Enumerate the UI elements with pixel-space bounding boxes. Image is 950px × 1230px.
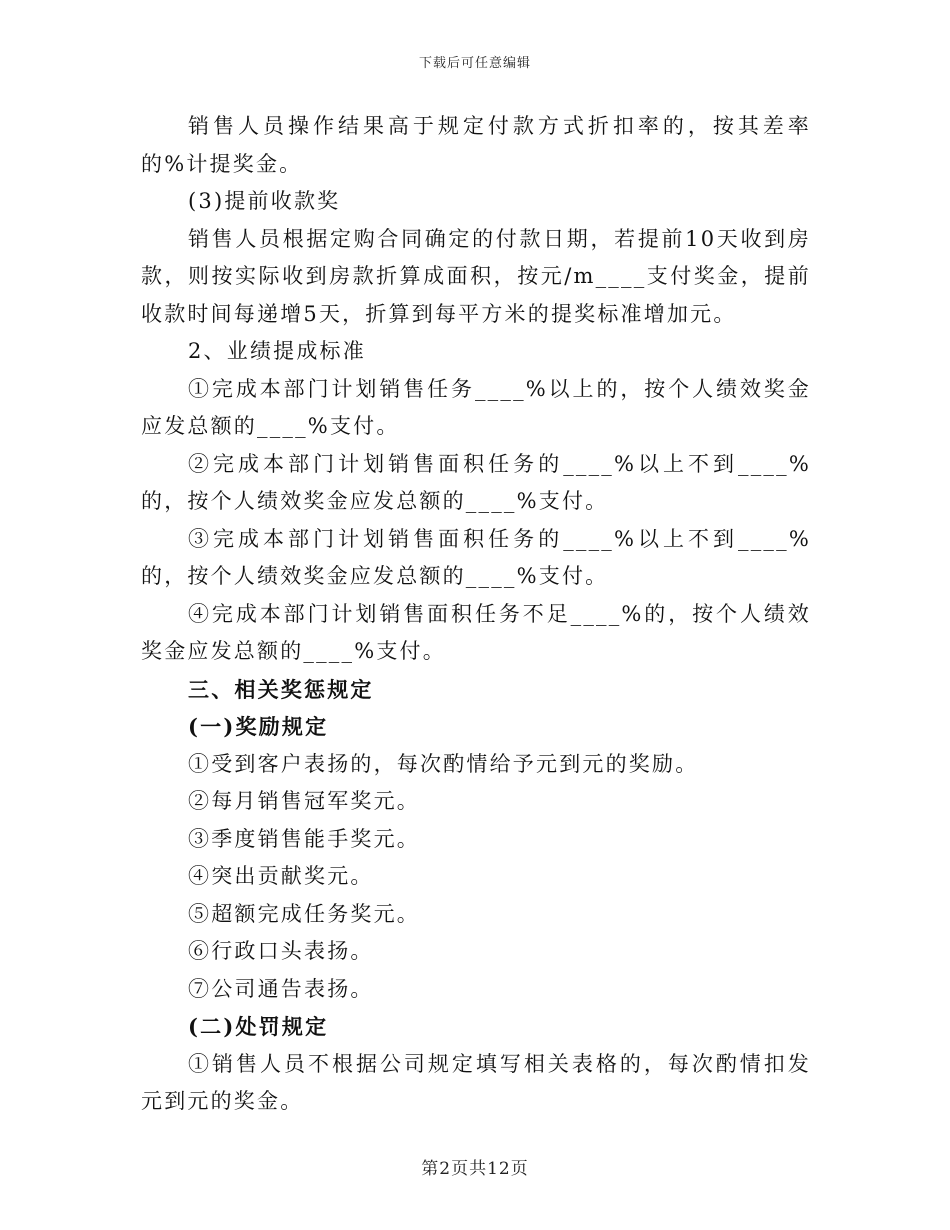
paragraph-discount-bonus: 销售人员操作结果高于规定付款方式折扣率的，按其差率的%计提奖金。 xyxy=(141,114,811,176)
list-item-reward-6: ⑥行政口头表扬。 xyxy=(188,939,374,963)
list-item-reward-2: ②每月销售冠军奖元。 xyxy=(188,789,420,813)
list-item-commission-3: ③完成本部门计划销售面积任务的____%以上不到____%的，按个人绩效奖金应发总额的____%支付。 xyxy=(141,526,811,588)
subheading-rewards: (一)奖励规定 xyxy=(188,714,329,739)
subheading-penalties: (二)处罚规定 xyxy=(188,1014,329,1039)
list-item-commission-4: ④完成本部门计划销售面积任务不足____%的，按个人绩效奖金应发总额的____%支付。 xyxy=(141,601,811,663)
subheading-early-payment-bonus: (3)提前收款奖 xyxy=(188,189,341,213)
list-item-commission-1: ①完成本部门计划销售任务____%以上的，按个人绩效奖金应发总额的____%支付。 xyxy=(141,376,811,438)
subheading-performance-commission: 2、业绩提成标准 xyxy=(188,339,366,363)
list-item-reward-5: ⑤超额完成任务奖元。 xyxy=(188,901,420,926)
list-item-reward-3: ③季度销售能手奖元。 xyxy=(188,826,420,851)
section-heading-rewards-penalties: 三、相关奖惩规定 xyxy=(188,676,374,702)
page-number: 第2页共12页 xyxy=(421,1159,529,1179)
list-item-commission-2: ②完成本部门计划销售面积任务的____%以上不到____%的，按个人绩效奖金应发总额的____%支付。 xyxy=(141,451,811,513)
document-body xyxy=(141,108,811,1121)
page-header: 下载后可任意编辑 xyxy=(418,56,531,71)
list-item-reward-1: ①受到客户表扬的，每次酌情给予元到元的奖励。 xyxy=(188,751,699,776)
list-item-reward-7: ⑦公司通告表扬。 xyxy=(188,976,374,1001)
paragraph-early-payment-rule: 销售人员根据定购合同确定的付款日期，若提前10天收到房款，则按实际收到房款折算成面积，按元/m____支付奖金，提前收款时间每递增5天，折算到每平方米的提奖标准增加元。 xyxy=(141,226,811,326)
list-item-penalty-1: ①销售人员不根据公司规定填写相关表格的，每次酌情扣发元到元的奖金。 xyxy=(141,1051,811,1113)
list-item-reward-4: ④突出贡献奖元。 xyxy=(188,864,374,888)
